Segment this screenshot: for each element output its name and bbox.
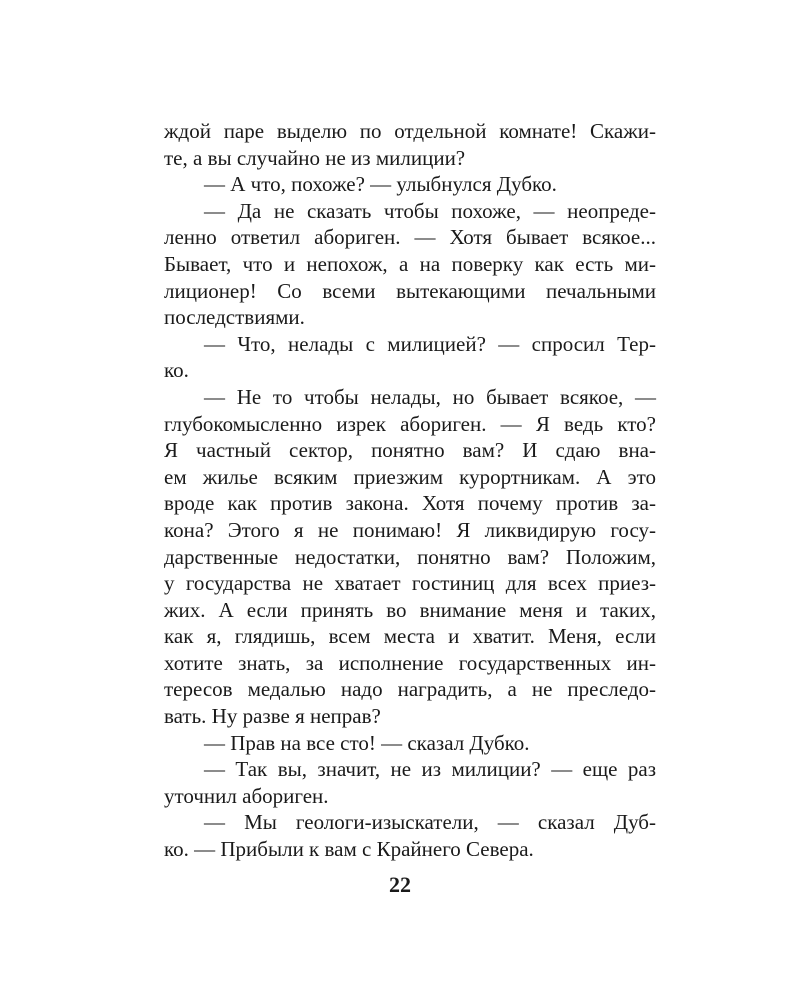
text-line: у государства не хватает гостиниц для всех приез-: [164, 571, 656, 596]
text-line: Я частный сектор, понятно вам? И сдаю вна-: [164, 438, 656, 463]
text-line: те, а вы случайно не из милиции?: [164, 145, 466, 170]
text-line: — А что, похоже? — улыбнулся Дубко.: [204, 172, 557, 197]
text-line: ко.: [164, 358, 189, 383]
text-line: тересов медалью надо наградить, а не преследо-: [164, 677, 656, 702]
text-line: Бывает, что и непохож, а на поверку как есть ми-: [164, 251, 656, 276]
text-line: уточнил абориген.: [164, 783, 329, 808]
text-line: — Прав на все сто! — сказал Дубко.: [204, 730, 530, 755]
text-line: — Мы геологи-изыскатели, — сказал Дуб-: [204, 810, 656, 835]
text-line: — Не то чтобы нелады, но бывает всякое, —: [204, 384, 656, 409]
text-line: — Так вы, значит, не из милиции? — еще раз: [204, 757, 656, 782]
text-line: ленно ответил абориген. — Хотя бывает всякое...: [164, 225, 656, 250]
text-line: вать. Ну разве я неправ?: [164, 704, 381, 729]
text-line: лиционер! Со всеми вытекающими печальными: [164, 278, 656, 303]
text-line: кона? Этого я не понимаю! Я ликвидирую госу-: [164, 517, 656, 542]
text-line: ем жилье всяким приезжим курортникам. А это: [164, 464, 656, 489]
page-number: 22: [389, 872, 411, 897]
text-line: ко. — Прибыли к вам с Крайнего Севера.: [164, 837, 534, 862]
text-line: — Что, нелады с милицией? — спросил Тер-: [204, 331, 656, 356]
text-line: жих. А если принять во внимание меня и таких,: [164, 597, 656, 622]
text-line: глубокомысленно изрек абориген. — Я ведь кто?: [164, 411, 656, 436]
text-line: ждой паре выделю по отдельной комнате! Скажи-: [164, 119, 656, 143]
page-text: [164, 118, 656, 863]
text-line: дарственные недостатки, понятно вам? Положим,: [164, 544, 656, 569]
text-line: последствиями.: [164, 305, 305, 330]
text-line: хотите знать, за исполнение государственных ин-: [164, 650, 656, 675]
text-line: — Да не сказать чтобы похоже, — неопреде-: [204, 198, 656, 223]
text-line: как я, глядишь, всем места и хватит. Меня, если: [164, 624, 656, 649]
text-line: вроде как против закона. Хотя почему против за-: [164, 491, 656, 516]
